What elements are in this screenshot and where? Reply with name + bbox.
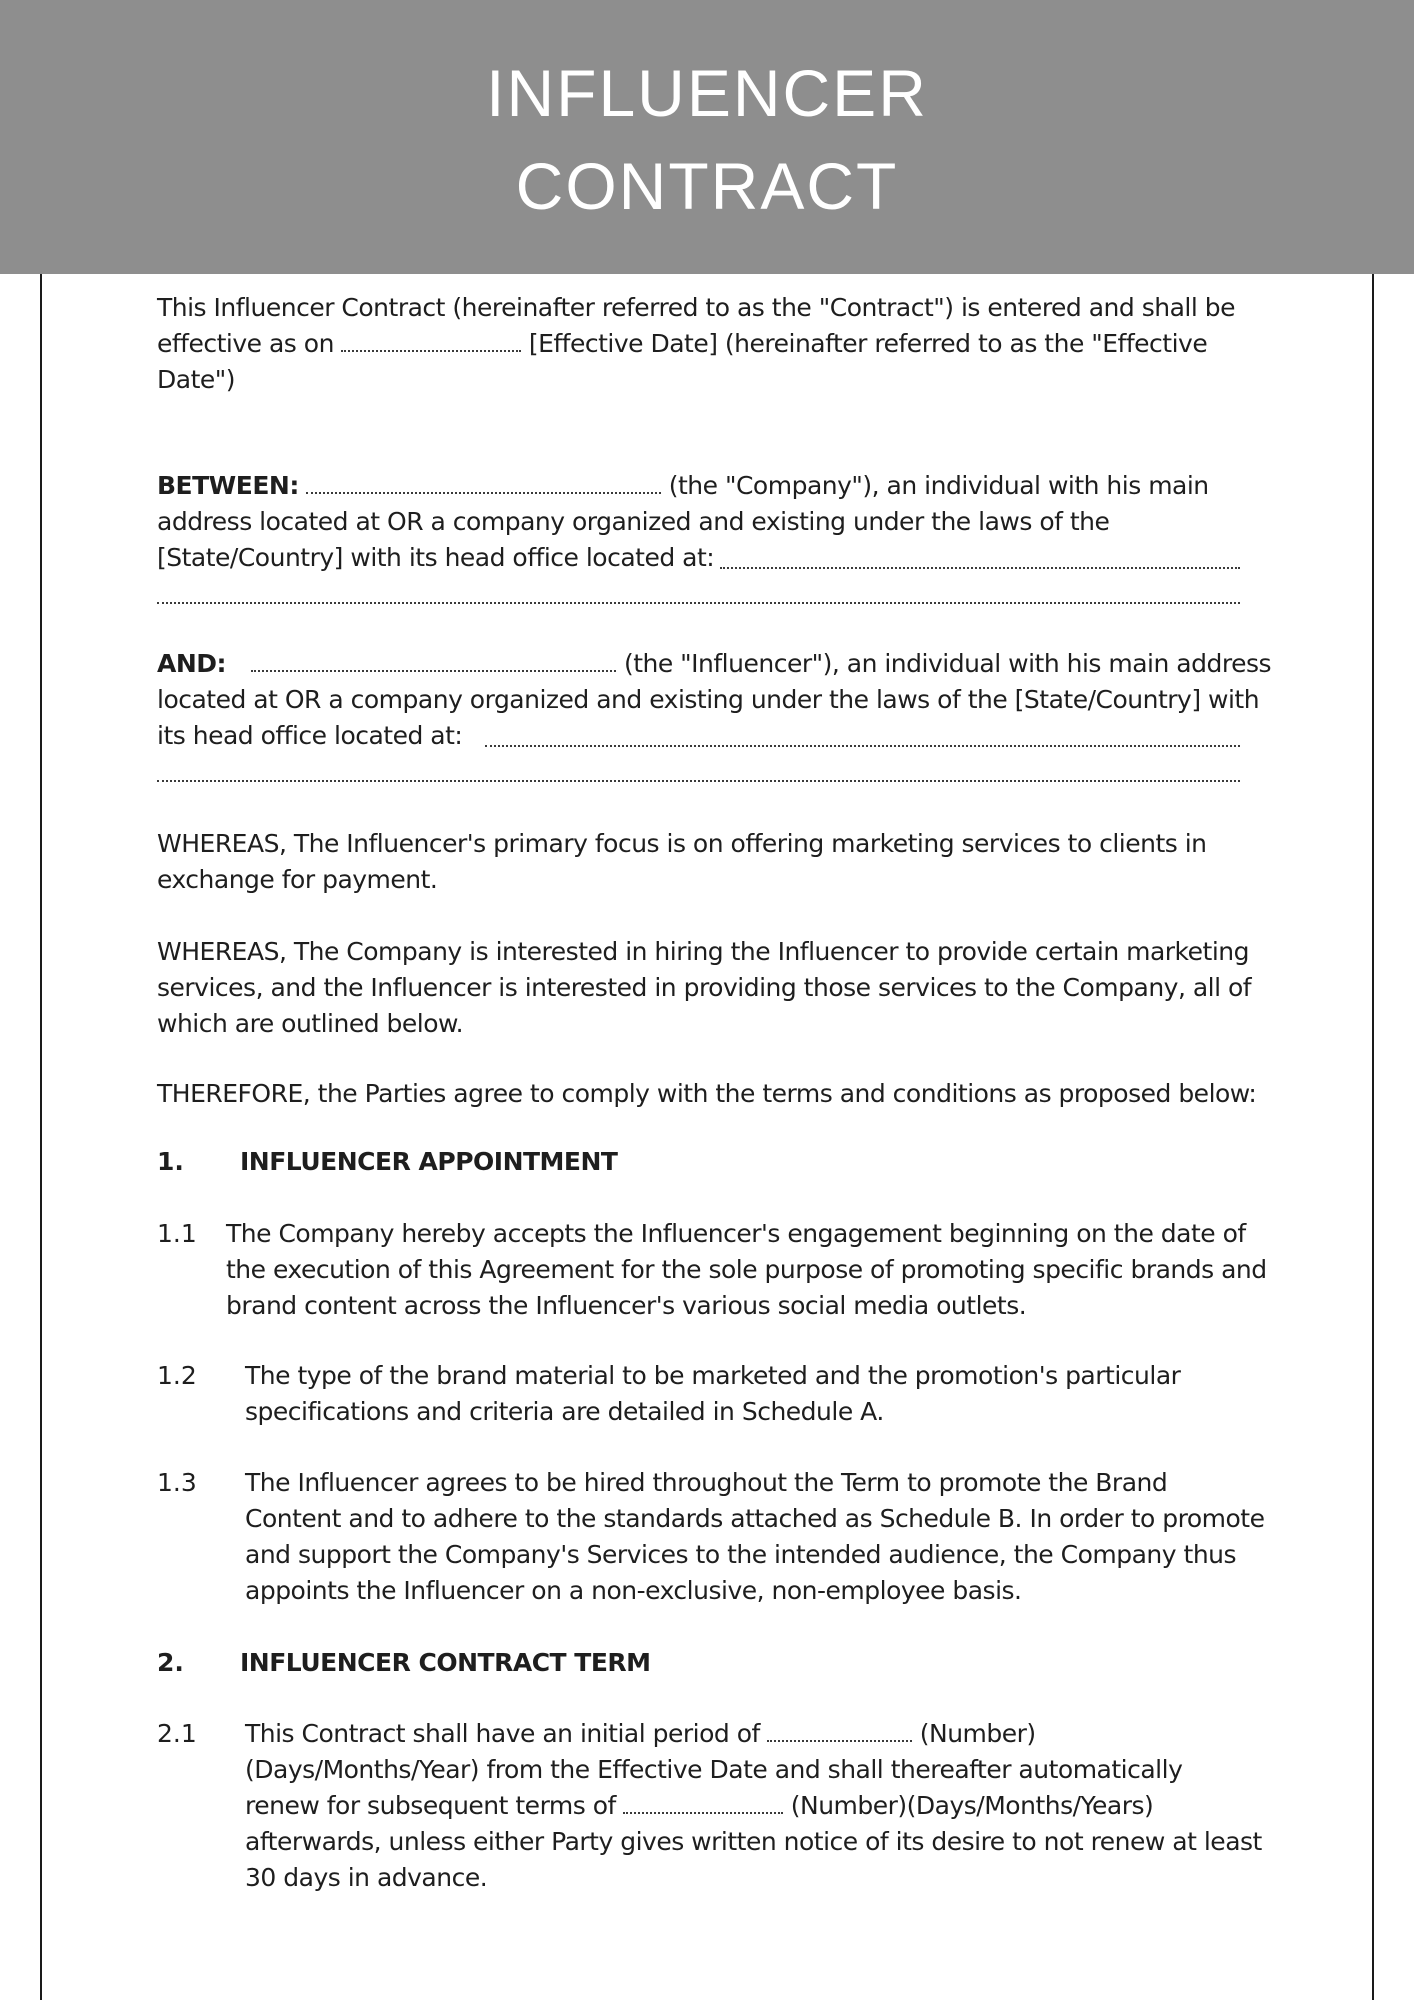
section2-number: 2. [157,1648,184,1677]
between-line1 [157,468,1209,504]
section2-title: INFLUENCER CONTRACT TERM [240,1648,651,1677]
between-line1-rest: (the "Company"), an individual with his main [668,471,1209,500]
clause-2-1-line3 [245,1788,1153,1824]
company-name-blank [306,470,661,494]
and-line3-text: its head office located at: [157,721,463,750]
and-line2: located at OR a company organized and existing under the laws of the [State/Country] with [157,685,1260,714]
effective-date-blank [341,328,521,352]
and-line1-rest: (the "Influencer"), an individual with his main address [623,649,1272,678]
intro-line2 [157,326,1207,362]
intro-line2-text-a: effective as on [157,329,334,358]
title-banner [0,0,1414,274]
clause-2-1-line1-a: This Contract shall have an initial period of [245,1719,760,1748]
intro-line1: This Influencer Contract (hereinafter referred to as the "Contract") is entered and shall be [157,293,1235,322]
clause-1-1-line2: the execution of this Agreement for the sole purpose of promoting specific brands and [226,1255,1267,1284]
whereas2-line2: services, and the Influencer is interested in providing those services to the Company, all of [157,973,1252,1002]
clause-1-1-line3: brand content across the Influencer's various social media outlets. [226,1291,1027,1320]
banner-title-line2: CONTRACT [515,149,899,223]
initial-period-blank [767,1718,912,1742]
influencer-name-blank [251,648,616,672]
clause-1-2-line1: The type of the brand material to be marketed and the promotion's particular [245,1361,1181,1390]
influencer-address-blank-1 [485,743,1240,747]
whereas1-line1: WHEREAS, The Influencer's primary focus is on offering marketing services to clients in [157,829,1207,858]
and-label: AND: [157,649,227,678]
clause-2-1-line4: afterwards, unless either Party gives written notice of its desire to not renew at least [245,1827,1262,1856]
clause-2-1-number: 2.1 [157,1719,197,1748]
clause-2-1-line2: (Days/Months/Year) from the Effective Date and shall thereafter automatically [245,1755,1183,1784]
between-label: BETWEEN: [157,471,299,500]
between-line2: address located at OR a company organized and existing under the laws of the [157,507,1110,536]
clause-1-2-number: 1.2 [157,1361,197,1390]
page-border-left [40,274,42,2000]
clause-2-1-line1 [245,1716,1036,1752]
intro-line3: Date") [157,365,236,394]
whereas2-line3: which are outlined below. [157,1009,464,1038]
clause-1-3-line1: The Influencer agrees to be hired throughout the Term to promote the Brand [245,1468,1168,1497]
clause-1-1-line1: The Company hereby accepts the Influencer's engagement beginning on the date of [226,1219,1246,1248]
section1-number: 1. [157,1147,184,1176]
intro-line2-text-b: [Effective Date] (hereinafter referred to as the "Effective [528,329,1208,358]
between-line3 [157,540,714,576]
section1-title: INFLUENCER APPOINTMENT [240,1147,618,1176]
clause-1-3-line4: appoints the Influencer on a non-exclusive, non-employee basis. [245,1576,1022,1605]
page-border-right [1372,274,1374,2000]
clause-1-3-number: 1.3 [157,1468,197,1497]
influencer-address-blank-2 [157,778,1240,782]
whereas1-line2: exchange for payment. [157,865,438,894]
clause-2-1-line3-a: renew for subsequent terms of [245,1791,616,1820]
clause-1-1-number: 1.1 [157,1219,197,1248]
and-line3 [157,718,462,754]
and-line1 [157,646,1271,682]
clause-1-3-line3: and support the Company's Services to the intended audience, the Company thus [245,1540,1237,1569]
between-line3-text: [State/Country] with its head office located at: [157,543,715,572]
clause-1-3-line2: Content and to adhere to the standards attached as Schedule B. In order to promote [245,1504,1265,1533]
banner-title-line1: INFLUENCER [486,56,928,130]
clause-2-1-line1-b: (Number) [919,1719,1036,1748]
company-address-blank-1 [720,565,1240,569]
company-address-blank-2 [157,600,1240,604]
clause-2-1-line5: 30 days in advance. [245,1863,488,1892]
clause-2-1-line3-b: (Number)(Days/Months/Years) [790,1791,1154,1820]
therefore-line: THEREFORE, the Parties agree to comply with the terms and conditions as proposed below: [157,1079,1257,1108]
whereas2-line1: WHEREAS, The Company is interested in hiring the Influencer to provide certain marketing [157,937,1249,966]
clause-1-2-line2: specifications and criteria are detailed in Schedule A. [245,1397,884,1426]
renewal-term-blank [623,1790,783,1814]
